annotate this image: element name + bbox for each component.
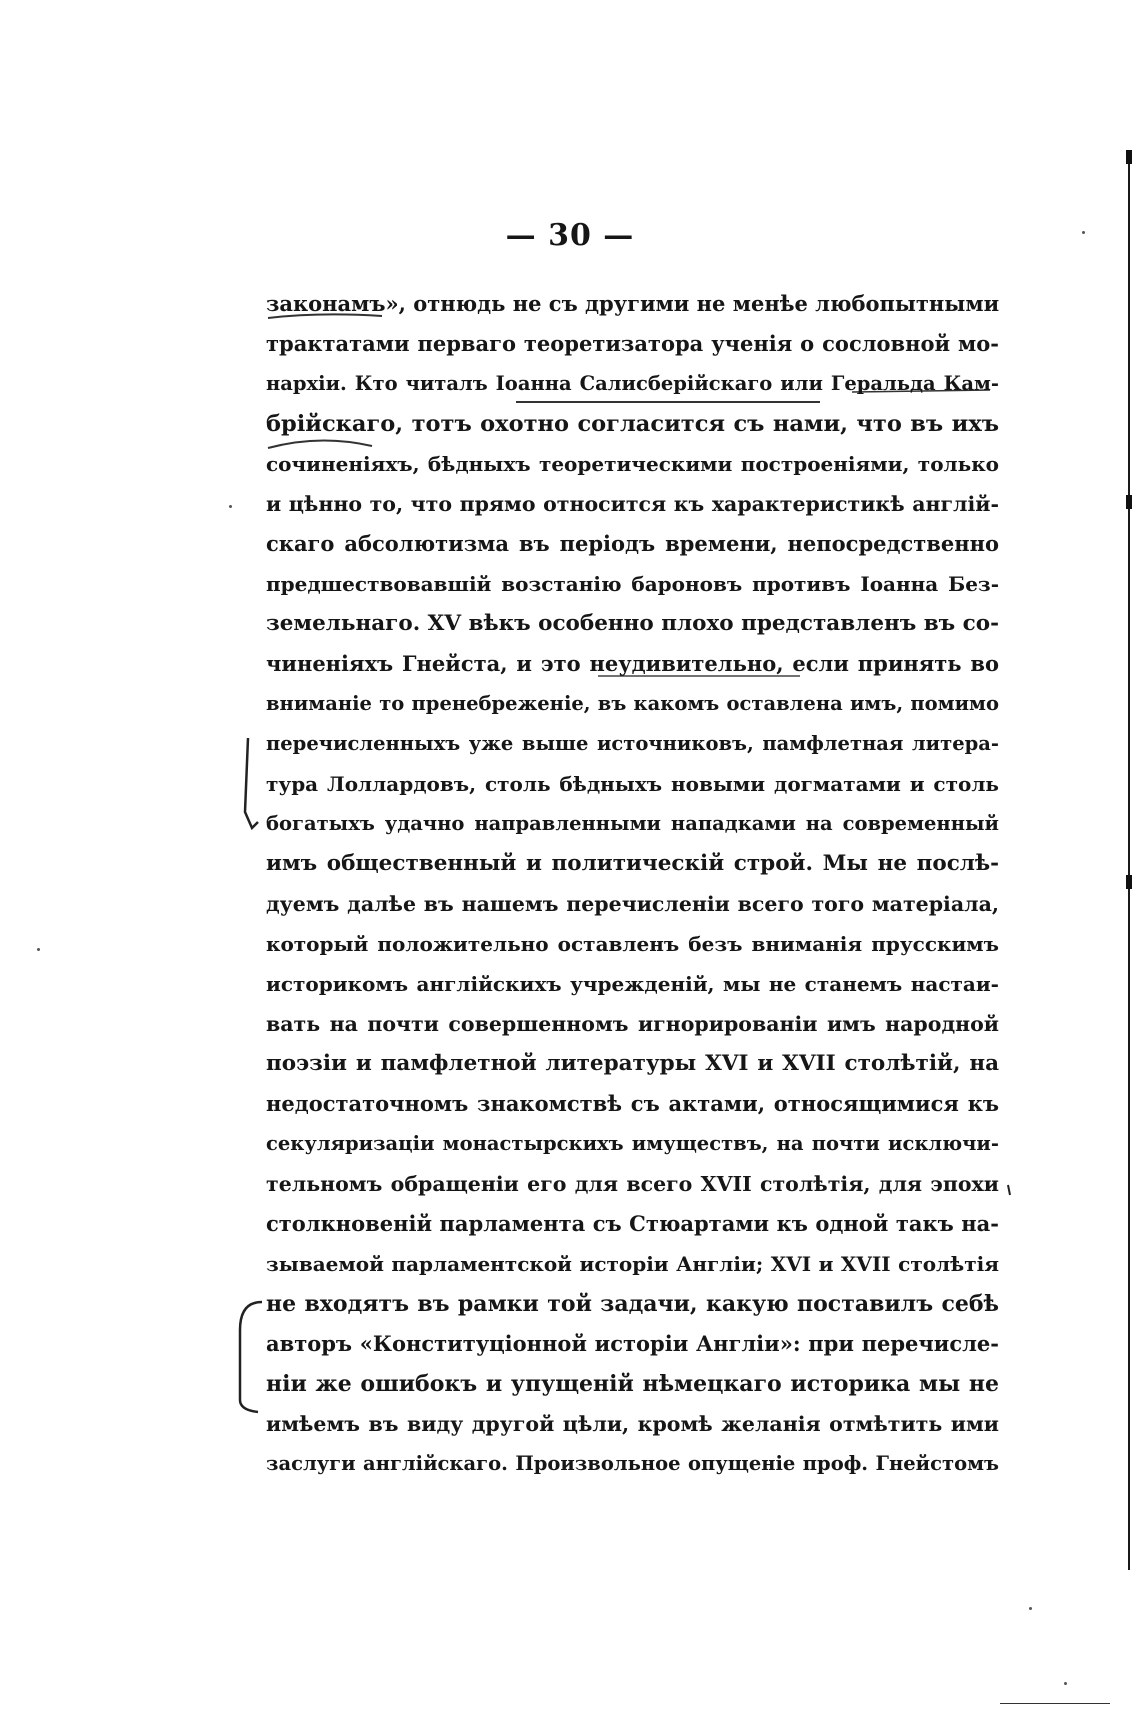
text-line: нархіи. Кто читалъ Іоанна Салисберійскаго или Геральда Кам-: [266, 372, 999, 395]
text-line: имъ общественный и политическій строй. Мы не послѣ-: [266, 851, 999, 876]
edge-mark: [1126, 150, 1132, 164]
text-line: секуляризаціи монастырскихъ имуществъ, на почти исключи-: [266, 1132, 999, 1155]
text-line: историкомъ англійскихъ учрежденій, мы не станемъ настаи-: [266, 972, 999, 996]
text-line: вниманіе то пренебреженіе, въ какомъ оставлена имъ, помимо: [266, 692, 999, 715]
text-line: перечисленныхъ уже выше источниковъ, памфлетная литера-: [266, 732, 999, 755]
text-line: поэзіи и памфлетной литературы XVI и XVII столѣтій, на: [266, 1051, 999, 1076]
text-line: не входятъ въ рамки той задачи, какую поставилъ себѣ: [266, 1291, 999, 1317]
edge-mark: [1126, 875, 1132, 889]
text-line: вать на почти совершенномъ игнорированіи имъ народной: [266, 1012, 999, 1036]
text-line: земельнаго. XV вѣкъ особенно плохо представленъ въ со-: [266, 611, 999, 636]
text-line: тура Лоллардовъ, столь бѣдныхъ новыми догматами и столь: [266, 772, 999, 796]
text-line: сочиненіяхъ, бѣдныхъ теоретическими построеніями, только: [266, 452, 999, 476]
text-line: трактатами перваго теоретизатора ученія о сословной мо-: [266, 331, 999, 356]
edge-mark: [1126, 495, 1132, 509]
text-line: ніи же ошибокъ и упущеній нѣмецкаго историка мы не: [266, 1371, 999, 1397]
body-text: [266, 284, 999, 1484]
speck: [229, 505, 232, 508]
text-line: тельномъ обращеніи его для всего XVII столѣтія, для эпохи: [266, 1172, 999, 1196]
text-line: который положительно оставленъ безъ вниманія прусскимъ: [266, 932, 999, 956]
text-line: предшествовавшій возстанію бароновъ противъ Іоанна Без-: [266, 572, 999, 596]
text-line: брійскаго, тотъ охотно согласится съ нами, что въ ихъ: [266, 411, 999, 437]
text-line: имѣемъ въ виду другой цѣли, кромѣ желанія отмѣтить ими: [266, 1412, 999, 1436]
text-line: и цѣнно то, что прямо относится къ характеристикѣ англій-: [266, 492, 999, 516]
speck: [37, 948, 40, 951]
text-line: столкновеній парламента съ Стюартами къ одной такъ на-: [266, 1211, 999, 1236]
page-number: — 30 —: [505, 218, 635, 253]
speck: [1064, 1682, 1067, 1685]
text-line: авторъ «Конституціонной исторіи Англіи»: при перечисле-: [266, 1331, 999, 1356]
text-line: недостаточномъ знакомствѣ съ актами, относящимися къ: [266, 1091, 999, 1116]
bottom-rule: [1000, 1703, 1110, 1704]
text-line: заслуги англійскаго. Произвольное опущеніе проф. Гнейстомъ: [266, 1452, 999, 1475]
text-line: дуемъ далѣе въ нашемъ перечисленіи всего того матеріала,: [266, 892, 999, 916]
text-line: чиненіяхъ Гнейста, и это неудивительно, если принять во: [266, 651, 999, 676]
text-line: богатыхъ удачно направленными нападками на современный: [266, 812, 999, 835]
text-line: законамъ», отнюдь не съ другими не менѣе любопытными: [266, 291, 999, 316]
page-edge-line: [1128, 150, 1130, 1570]
text-line: зываемой парламентской исторіи Англіи; XVI и XVII столѣтія: [266, 1252, 999, 1276]
speck: [1029, 1607, 1032, 1610]
text-line: скаго абсолютизма въ періодъ времени, непосредственно: [266, 531, 999, 556]
